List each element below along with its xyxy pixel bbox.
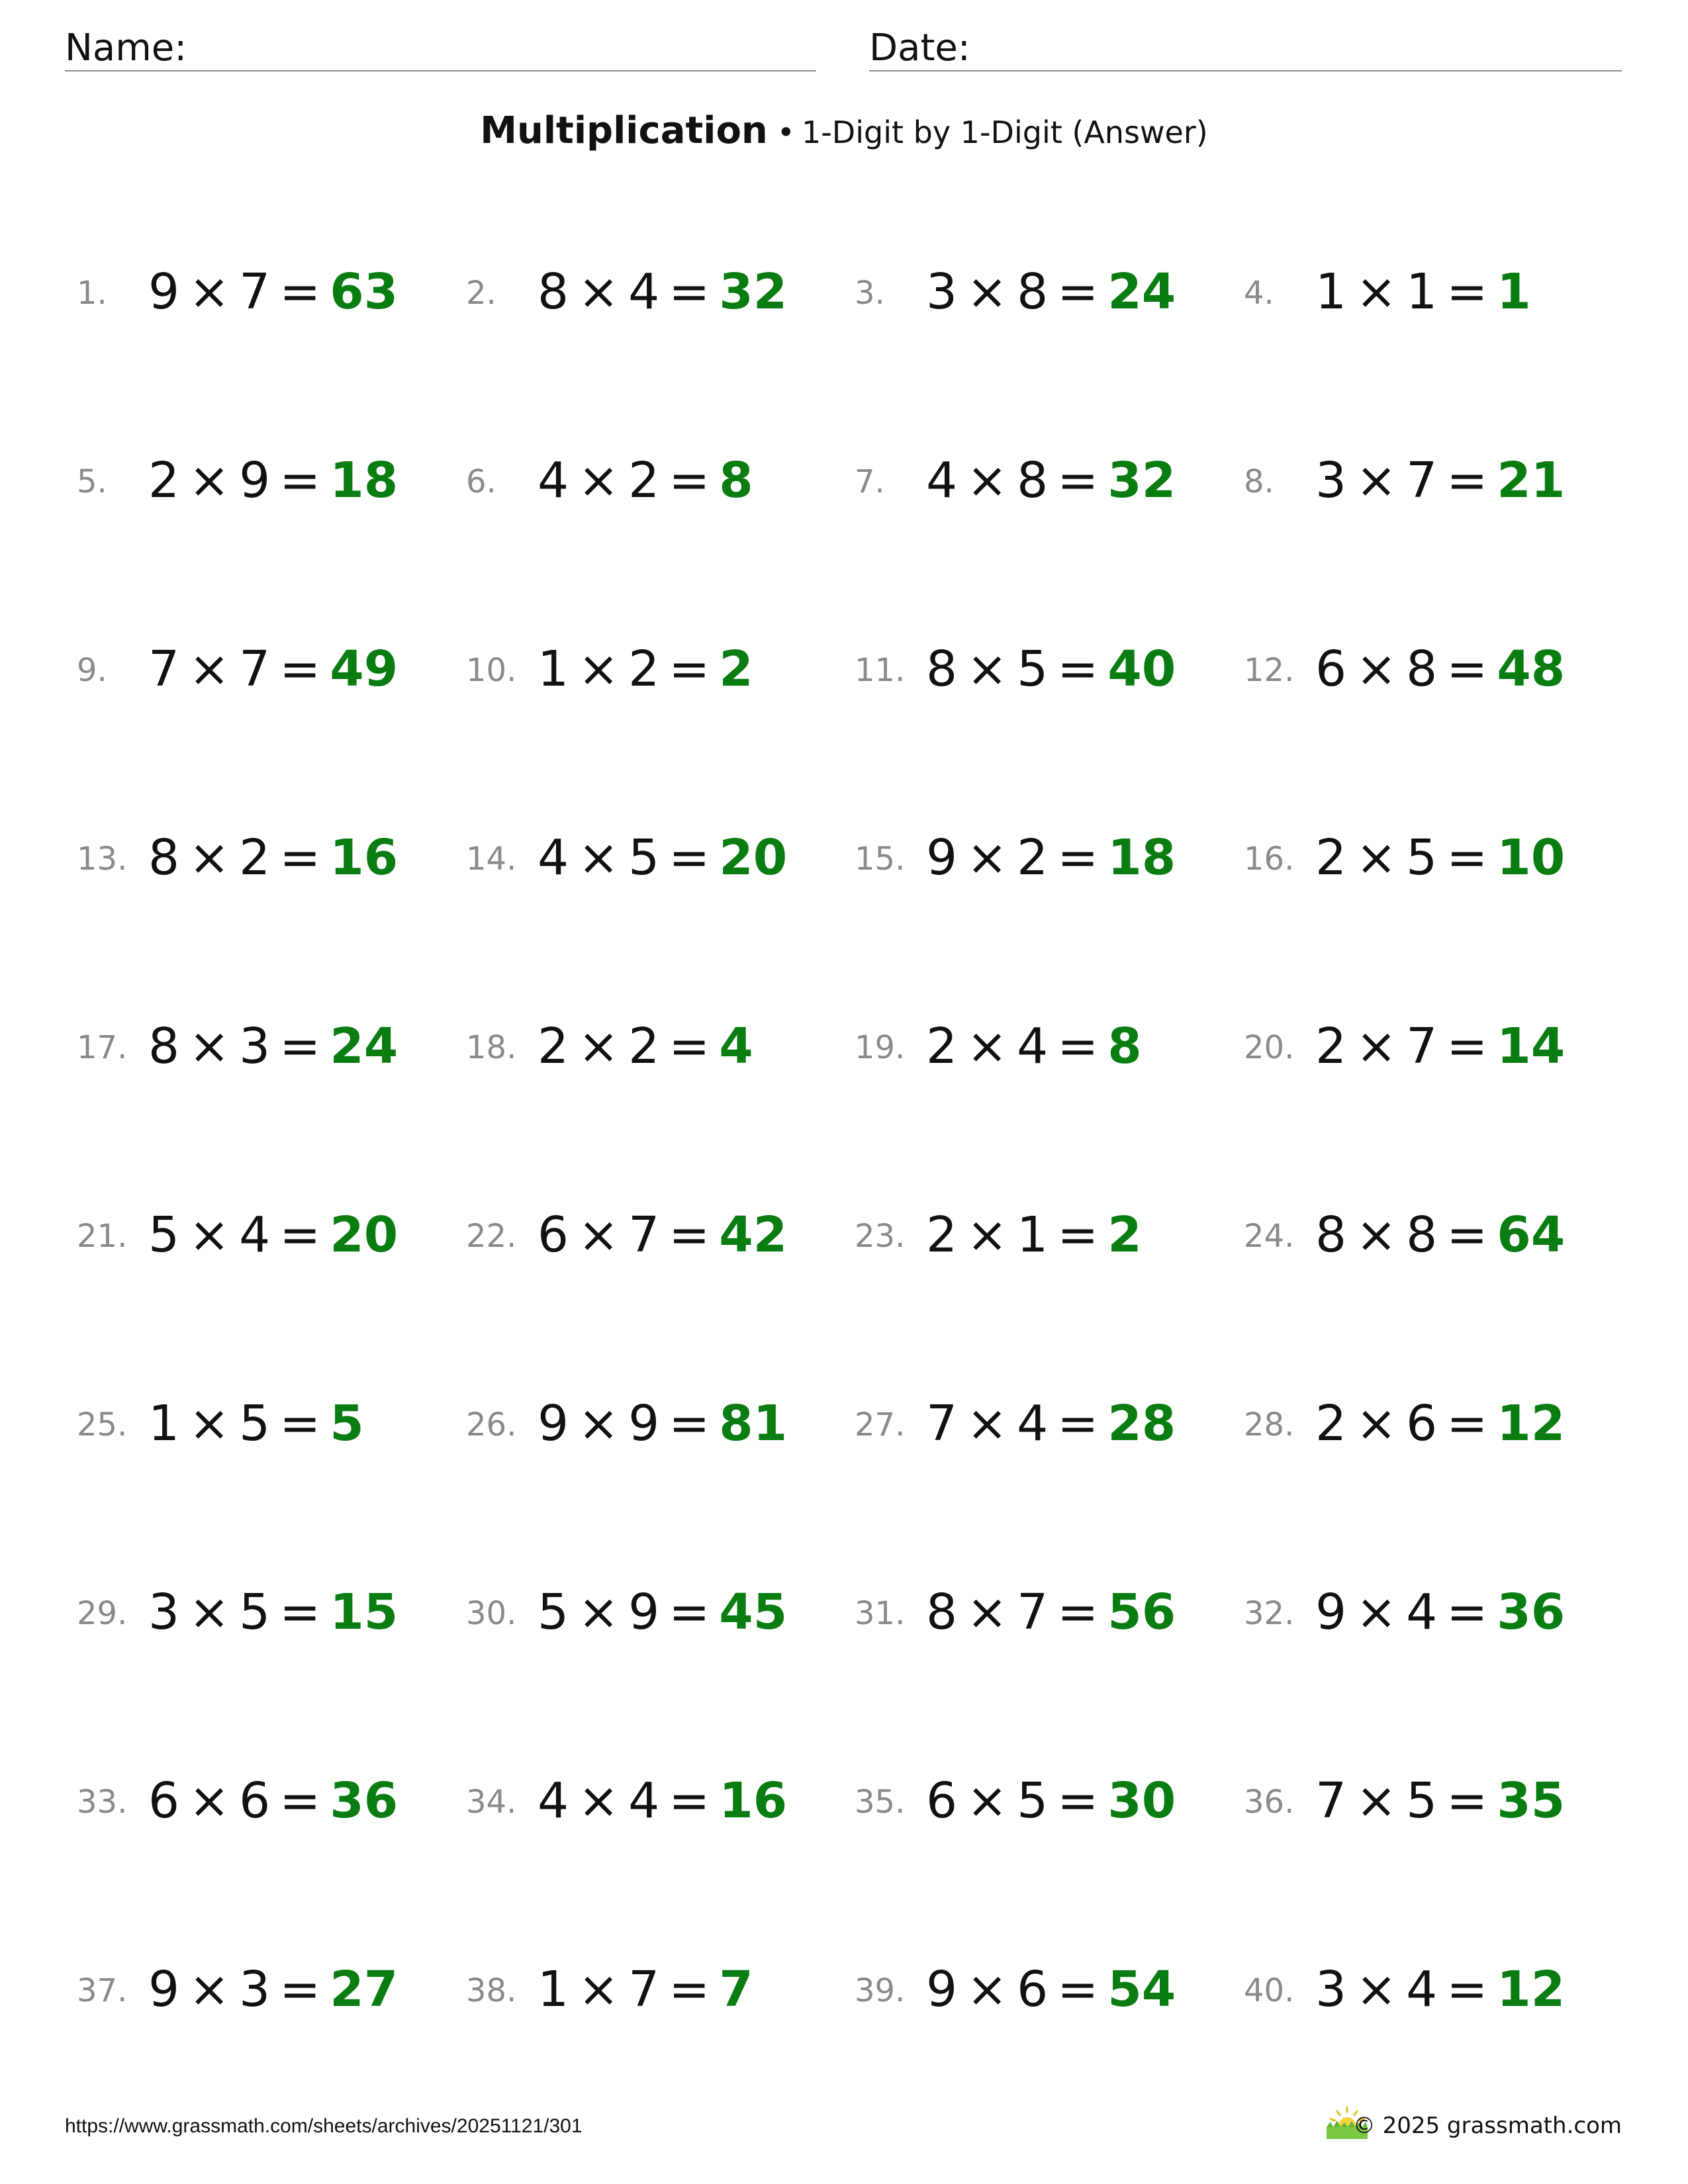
problem-equation <box>1315 444 1565 517</box>
equals-sign: = <box>669 1206 710 1263</box>
answer: 5 <box>330 1395 364 1452</box>
factor-a: 4 <box>538 1772 569 1829</box>
answer: 12 <box>1497 1395 1566 1452</box>
times-sign: × <box>578 263 620 320</box>
times-sign: × <box>966 829 1008 886</box>
factor-a: 2 <box>926 1018 958 1075</box>
factor-b: 7 <box>239 263 271 320</box>
problem-equation <box>926 1576 1176 1649</box>
worksheet-title <box>0 105 1688 166</box>
problem-equation <box>148 821 398 894</box>
times-sign: × <box>966 1395 1008 1452</box>
factor-b: 4 <box>628 1772 660 1829</box>
times-sign: × <box>966 1584 1008 1641</box>
factor-a: 9 <box>148 263 180 320</box>
name-label: Name: <box>65 26 187 69</box>
times-sign: × <box>966 1961 1008 2018</box>
problem-number: 21. <box>77 1218 128 1255</box>
answer: 4 <box>719 1018 753 1075</box>
factor-a: 3 <box>1315 452 1347 509</box>
problem-equation <box>926 255 1176 328</box>
factor-a: 4 <box>926 452 958 509</box>
problem-equation <box>1315 255 1531 328</box>
problem-equation <box>148 1764 398 1837</box>
problem-number: 31. <box>855 1595 906 1632</box>
times-sign: × <box>1356 452 1397 509</box>
factor-b: 7 <box>1406 452 1438 509</box>
factor-b: 5 <box>1406 1772 1438 1829</box>
factor-b: 3 <box>239 1018 271 1075</box>
answer: 2 <box>719 641 753 698</box>
answer: 45 <box>719 1584 788 1641</box>
times-sign: × <box>966 641 1008 698</box>
answer: 24 <box>1107 263 1176 320</box>
factor-b: 2 <box>1017 829 1049 886</box>
title-separator: • <box>776 114 795 150</box>
equals-sign: = <box>669 1584 710 1641</box>
times-sign: × <box>578 1206 620 1263</box>
times-sign: × <box>189 1584 230 1641</box>
problem-number: 36. <box>1244 1784 1295 1821</box>
answer: 27 <box>330 1961 399 2018</box>
problem-equation <box>538 1953 753 2026</box>
answer: 35 <box>1497 1772 1566 1829</box>
factor-b: 4 <box>239 1206 271 1263</box>
times-sign: × <box>1356 1584 1397 1641</box>
answer: 16 <box>719 1772 788 1829</box>
factor-a: 8 <box>926 1584 958 1641</box>
problem-number: 35. <box>855 1784 906 1821</box>
answer: 28 <box>1107 1395 1176 1452</box>
problem-equation <box>1315 1764 1565 1837</box>
answer: 21 <box>1497 452 1566 509</box>
answer: 63 <box>330 263 399 320</box>
equals-sign: = <box>1446 641 1488 698</box>
times-sign: × <box>189 1772 230 1829</box>
problem-equation <box>148 1953 398 2026</box>
times-sign: × <box>966 452 1008 509</box>
factor-a: 8 <box>1315 1206 1347 1263</box>
factor-a: 6 <box>148 1772 180 1829</box>
factor-a: 8 <box>926 641 958 698</box>
problem-equation <box>538 444 753 517</box>
problem-equation <box>538 1576 787 1649</box>
factor-a: 2 <box>926 1206 958 1263</box>
equals-sign: = <box>1057 452 1099 509</box>
factor-b: 7 <box>239 641 271 698</box>
problem-equation <box>1315 633 1565 705</box>
problem-number: 19. <box>855 1029 906 1066</box>
problem-equation <box>926 444 1176 517</box>
problem-equation <box>538 255 787 328</box>
problem-number: 14. <box>466 841 517 878</box>
times-sign: × <box>1356 1018 1397 1075</box>
problem-number: 10. <box>466 652 517 689</box>
problem-equation <box>926 1199 1142 1271</box>
factor-a: 4 <box>538 829 569 886</box>
factor-b: 5 <box>628 829 660 886</box>
problem-number: 7. <box>855 463 885 500</box>
problem-equation <box>148 1387 364 1460</box>
equals-sign: = <box>1057 1961 1099 2018</box>
times-sign: × <box>189 1018 230 1075</box>
factor-a: 6 <box>1315 641 1347 698</box>
problem-number: 18. <box>466 1029 517 1066</box>
times-sign: × <box>189 1206 230 1263</box>
answer: 49 <box>330 641 399 698</box>
problem-number: 11. <box>855 652 906 689</box>
times-sign: × <box>578 452 620 509</box>
date-field[interactable] <box>869 24 1622 71</box>
factor-b: 8 <box>1406 641 1438 698</box>
factor-b: 7 <box>1406 1018 1438 1075</box>
factor-a: 3 <box>148 1584 180 1641</box>
problem-equation <box>148 444 398 517</box>
problem-number: 25. <box>77 1406 128 1443</box>
factor-b: 2 <box>239 829 271 886</box>
problem-equation <box>1315 1199 1565 1271</box>
factor-a: 9 <box>538 1395 569 1452</box>
equals-sign: = <box>279 1772 321 1829</box>
answer: 30 <box>1107 1772 1176 1829</box>
footer-url: https://www.grassmath.com/sheets/archives/20251121/301 <box>65 2115 583 2137</box>
answer: 56 <box>1107 1584 1176 1641</box>
problem-number: 20. <box>1244 1029 1295 1066</box>
problem-number: 3. <box>855 275 885 312</box>
problem-number: 30. <box>466 1595 517 1632</box>
answer: 15 <box>330 1584 399 1641</box>
times-sign: × <box>578 1018 620 1075</box>
problem-number: 12. <box>1244 652 1295 689</box>
answer: 18 <box>330 452 399 509</box>
equals-sign: = <box>1057 1018 1099 1075</box>
factor-a: 1 <box>148 1395 180 1452</box>
factor-b: 2 <box>628 1018 660 1075</box>
answer: 32 <box>719 263 788 320</box>
factor-a: 8 <box>538 263 569 320</box>
times-sign: × <box>189 263 230 320</box>
times-sign: × <box>578 1772 620 1829</box>
factor-b: 9 <box>239 452 271 509</box>
factor-b: 7 <box>1017 1584 1049 1641</box>
equals-sign: = <box>1446 1961 1488 2018</box>
answer: 20 <box>719 829 788 886</box>
factor-b: 4 <box>1406 1961 1438 2018</box>
problem-equation <box>538 1764 787 1837</box>
factor-a: 3 <box>1315 1961 1347 2018</box>
equals-sign: = <box>279 263 321 320</box>
factor-b: 6 <box>1406 1395 1438 1452</box>
problem-number: 8. <box>1244 463 1274 500</box>
equals-sign: = <box>279 452 321 509</box>
factor-a: 8 <box>148 1018 180 1075</box>
name-field[interactable] <box>65 24 816 71</box>
problem-equation <box>926 633 1176 705</box>
factor-a: 5 <box>148 1206 180 1263</box>
problem-equation <box>926 821 1176 894</box>
equals-sign: = <box>1446 829 1488 886</box>
title-main: Multiplication <box>480 109 768 152</box>
factor-b: 5 <box>239 1584 271 1641</box>
problem-equation <box>538 633 753 705</box>
factor-a: 6 <box>538 1206 569 1263</box>
problem-number: 23. <box>855 1218 906 1255</box>
answer: 2 <box>1107 1206 1142 1263</box>
problem-number: 4. <box>1244 275 1274 312</box>
problem-number: 2. <box>466 275 496 312</box>
answer: 81 <box>719 1395 788 1452</box>
factor-a: 1 <box>538 641 569 698</box>
factor-b: 8 <box>1017 263 1049 320</box>
problem-number: 27. <box>855 1406 906 1443</box>
times-sign: × <box>966 1206 1008 1263</box>
answer: 8 <box>719 452 753 509</box>
equals-sign: = <box>669 641 710 698</box>
factor-b: 7 <box>628 1206 660 1263</box>
factor-b: 4 <box>1406 1584 1438 1641</box>
times-sign: × <box>189 1961 230 2018</box>
problem-equation <box>538 1010 753 1083</box>
problem-equation <box>1315 1010 1565 1083</box>
factor-a: 1 <box>538 1961 569 2018</box>
problem-equation <box>148 1576 398 1649</box>
factor-b: 4 <box>1017 1018 1049 1075</box>
factor-a: 7 <box>1315 1772 1347 1829</box>
equals-sign: = <box>279 1018 321 1075</box>
times-sign: × <box>578 1584 620 1641</box>
problem-equation <box>1315 1953 1565 2026</box>
equals-sign: = <box>1446 1584 1488 1641</box>
times-sign: × <box>578 641 620 698</box>
problem-number: 28. <box>1244 1406 1295 1443</box>
problem-number: 26. <box>466 1406 517 1443</box>
problem-equation <box>926 1953 1176 2026</box>
equals-sign: = <box>1446 1772 1488 1829</box>
factor-b: 5 <box>1017 1772 1049 1829</box>
factor-b: 5 <box>1017 641 1049 698</box>
answer: 64 <box>1497 1206 1566 1263</box>
times-sign: × <box>1356 1961 1397 2018</box>
problem-number: 33. <box>77 1784 128 1821</box>
problem-equation <box>1315 1387 1565 1460</box>
times-sign: × <box>1356 1395 1397 1452</box>
answer: 42 <box>719 1206 788 1263</box>
answer: 7 <box>719 1961 753 2018</box>
equals-sign: = <box>279 829 321 886</box>
equals-sign: = <box>279 1206 321 1263</box>
problem-number: 24. <box>1244 1218 1295 1255</box>
problem-equation <box>1315 821 1565 894</box>
equals-sign: = <box>669 1772 710 1829</box>
equals-sign: = <box>669 263 710 320</box>
problem-number: 9. <box>77 652 107 689</box>
problem-equation <box>148 255 398 328</box>
factor-a: 7 <box>926 1395 958 1452</box>
problem-equation <box>926 1387 1176 1460</box>
times-sign: × <box>189 829 230 886</box>
answer: 40 <box>1107 641 1176 698</box>
factor-b: 2 <box>628 452 660 509</box>
problem-equation <box>538 1387 787 1460</box>
factor-a: 7 <box>148 641 180 698</box>
answer: 36 <box>1497 1584 1566 1641</box>
problem-equation <box>148 633 398 705</box>
answer: 8 <box>1107 1018 1142 1075</box>
equals-sign: = <box>1446 452 1488 509</box>
factor-a: 2 <box>1315 829 1347 886</box>
problem-number: 1. <box>77 275 107 312</box>
times-sign: × <box>189 452 230 509</box>
equals-sign: = <box>669 1395 710 1452</box>
factor-a: 9 <box>148 1961 180 2018</box>
factor-a: 8 <box>148 829 180 886</box>
answer: 18 <box>1107 829 1176 886</box>
factor-b: 7 <box>628 1961 660 2018</box>
equals-sign: = <box>1057 1206 1099 1263</box>
factor-a: 2 <box>148 452 180 509</box>
equals-sign: = <box>669 829 710 886</box>
answer: 10 <box>1497 829 1566 886</box>
problem-equation <box>538 1199 787 1271</box>
times-sign: × <box>578 1395 620 1452</box>
equals-sign: = <box>1057 1395 1099 1452</box>
problem-number: 13. <box>77 841 128 878</box>
factor-a: 2 <box>1315 1018 1347 1075</box>
problem-number: 39. <box>855 1972 906 2009</box>
factor-b: 3 <box>239 1961 271 2018</box>
times-sign: × <box>578 829 620 886</box>
equals-sign: = <box>1057 1772 1099 1829</box>
problem-number: 15. <box>855 841 906 878</box>
answer: 16 <box>330 829 399 886</box>
equals-sign: = <box>279 641 321 698</box>
problem-equation <box>148 1199 398 1271</box>
answer: 54 <box>1107 1961 1176 2018</box>
footer-copyright: © 2025 grassmath.com <box>1352 2113 1622 2139</box>
problem-number: 22. <box>466 1218 517 1255</box>
factor-b: 4 <box>1017 1395 1049 1452</box>
problem-equation <box>148 1010 398 1083</box>
equals-sign: = <box>1057 829 1099 886</box>
date-label: Date: <box>869 26 970 69</box>
problem-equation <box>1315 1576 1565 1649</box>
factor-b: 5 <box>239 1395 271 1452</box>
factor-a: 3 <box>926 263 958 320</box>
problem-number: 16. <box>1244 841 1295 878</box>
factor-b: 8 <box>1406 1206 1438 1263</box>
problem-equation <box>926 1764 1176 1837</box>
factor-b: 9 <box>628 1584 660 1641</box>
answer: 20 <box>330 1206 399 1263</box>
equals-sign: = <box>1446 1395 1488 1452</box>
equals-sign: = <box>1446 1018 1488 1075</box>
factor-a: 2 <box>1315 1395 1347 1452</box>
factor-a: 9 <box>1315 1584 1347 1641</box>
factor-b: 9 <box>628 1395 660 1452</box>
factor-b: 1 <box>1017 1206 1049 1263</box>
problem-equation <box>926 1010 1142 1083</box>
equals-sign: = <box>279 1584 321 1641</box>
times-sign: × <box>1356 1206 1397 1263</box>
factor-b: 4 <box>628 263 660 320</box>
equals-sign: = <box>1057 263 1099 320</box>
factor-b: 5 <box>1406 829 1438 886</box>
factor-b: 1 <box>1406 263 1438 320</box>
answer: 48 <box>1497 641 1566 698</box>
factor-b: 6 <box>239 1772 271 1829</box>
equals-sign: = <box>279 1395 321 1452</box>
answer: 1 <box>1497 263 1531 320</box>
answer: 36 <box>330 1772 399 1829</box>
answer: 12 <box>1497 1961 1566 2018</box>
times-sign: × <box>189 1395 230 1452</box>
times-sign: × <box>578 1961 620 2018</box>
factor-b: 6 <box>1017 1961 1049 2018</box>
problem-equation <box>538 821 787 894</box>
answer: 32 <box>1107 452 1176 509</box>
title-subtitle: 1-Digit by 1-Digit (Answer) <box>801 114 1208 150</box>
answer: 14 <box>1497 1018 1566 1075</box>
problem-number: 5. <box>77 463 107 500</box>
equals-sign: = <box>669 1961 710 2018</box>
equals-sign: = <box>1057 641 1099 698</box>
factor-b: 2 <box>628 641 660 698</box>
problem-number: 40. <box>1244 1972 1295 2009</box>
equals-sign: = <box>669 452 710 509</box>
problem-number: 29. <box>77 1595 128 1632</box>
factor-a: 1 <box>1315 263 1347 320</box>
factor-a: 9 <box>926 829 958 886</box>
problem-number: 6. <box>466 463 496 500</box>
equals-sign: = <box>1057 1584 1099 1641</box>
times-sign: × <box>1356 1772 1397 1829</box>
problem-number: 38. <box>466 1972 517 2009</box>
factor-a: 5 <box>538 1584 569 1641</box>
times-sign: × <box>966 263 1008 320</box>
equals-sign: = <box>1446 1206 1488 1263</box>
factor-a: 9 <box>926 1961 958 2018</box>
problem-number: 37. <box>77 1972 128 2009</box>
factor-a: 6 <box>926 1772 958 1829</box>
problem-number: 32. <box>1244 1595 1295 1632</box>
times-sign: × <box>1356 263 1397 320</box>
times-sign: × <box>1356 641 1397 698</box>
times-sign: × <box>966 1018 1008 1075</box>
times-sign: × <box>189 641 230 698</box>
answer: 24 <box>330 1018 399 1075</box>
equals-sign: = <box>1446 263 1488 320</box>
problem-number: 34. <box>466 1784 517 1821</box>
times-sign: × <box>1356 829 1397 886</box>
factor-a: 4 <box>538 452 569 509</box>
factor-a: 2 <box>538 1018 569 1075</box>
equals-sign: = <box>279 1961 321 2018</box>
problem-number: 17. <box>77 1029 128 1066</box>
factor-b: 8 <box>1017 452 1049 509</box>
equals-sign: = <box>669 1018 710 1075</box>
times-sign: × <box>966 1772 1008 1829</box>
